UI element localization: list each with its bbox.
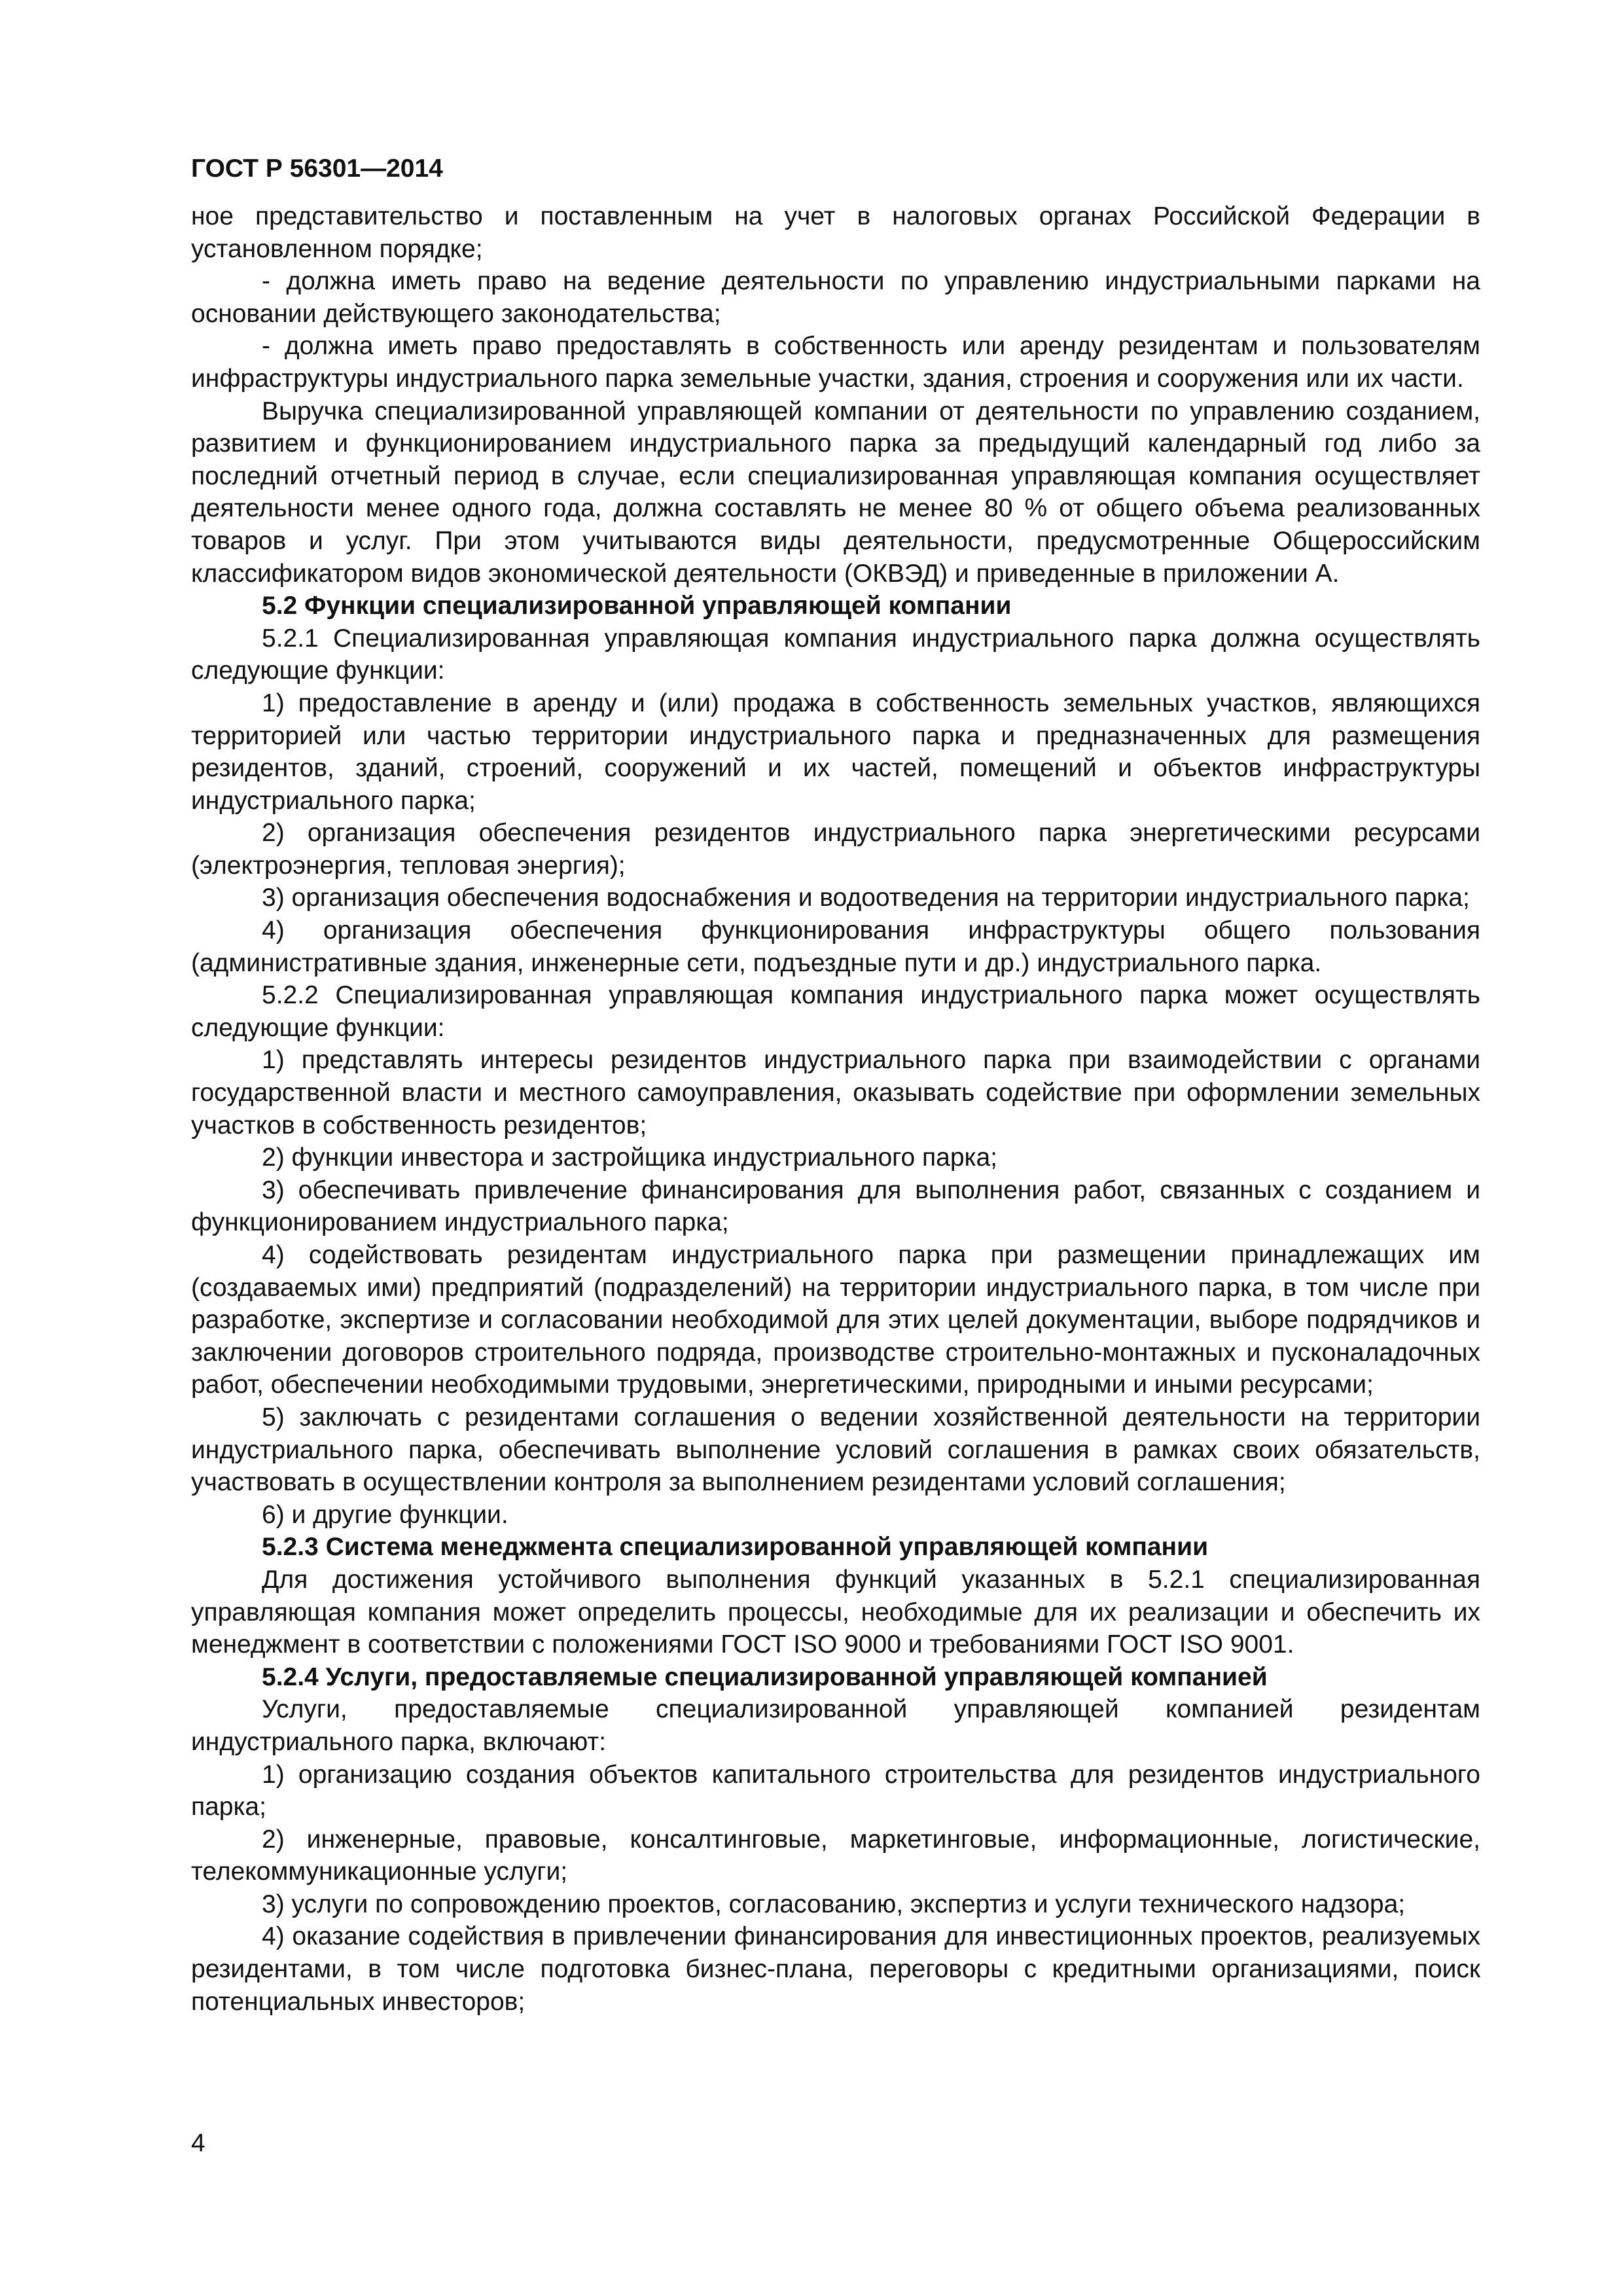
list-item: 2) функции инвестора и застройщика индустриального парка;: [262, 1143, 997, 1172]
list-item: 1) представлять интересы резидентов индустриального парка при взаимодействии с органами государственной власти и местного самоуправления, оказывать содействие при оформлении земельных участков в собственность резидентов;: [191, 1046, 1480, 1139]
list-item: 4) организация обеспечения функционирования инфраструктуры общего пользования (административные здания, инженерные сети, подъездные пути и др.) индустриального парка.: [191, 916, 1480, 977]
list-item: 3) организация обеспечения водоснабжения и водоотведения на территории индустриального парка;: [262, 884, 1470, 912]
paragraph: 5.2.2 Специализированная управляющая компания индустриального парка может осуществлять следующие функции:: [191, 981, 1480, 1042]
list-item: 3) услуги по сопровождению проектов, согласованию, экспертиз и услуги технического надзора;: [262, 1890, 1406, 1918]
list-item: 5) заключать с резидентами соглашения о ведении хозяйственной деятельности на территории индустриального парка, обеспечивать выполнение условий соглашения в рамках своих обязательств, участвовать в осуществлении контроля за выполнением резидентами условий соглашения;: [191, 1403, 1480, 1497]
section-heading-5-2-3: 5.2.3 Система менеджмента специализированной управляющей компании: [262, 1533, 1209, 1562]
page-number: 4: [191, 2129, 205, 2157]
section-heading-5-2: 5.2 Функции специализированной управляющей компании: [262, 592, 1012, 620]
list-item: 2) инженерные, правовые, консалтинговые, маркетинговые, информационные, логистические, телекоммуникационные услуги;: [191, 1825, 1480, 1886]
document-header: ГОСТ Р 56301—2014: [191, 154, 443, 183]
list-item: 1) организацию создания объектов капитального строительства для резидентов индустриального парка;: [191, 1760, 1480, 1821]
list-item: 4) оказание содействия в привлечении финансирования для инвестиционных проектов, реализуемых резидентами, в том числе подготовка бизнес-плана, переговоры с кредитными организациями, поиск потенциальных инвесторов;: [191, 1922, 1480, 2016]
paragraph: Для достижения устойчивого выполнения функций указанных в 5.2.1 специализированная управляющая компания может определить процессы, необходимые для их реализации и обеспечить их менеджмент в соответствии с положениями ГОСТ ISO 9000 и требованиями ГОСТ ISO 9001.: [191, 1565, 1480, 1659]
paragraph-continuation: ное представительство и поставленным на учет в налоговых органах Российской Федерации в установленном порядке;: [191, 202, 1480, 263]
list-item: 4) содействовать резидентам индустриального парка при размещении принадлежащих им (создаваемых ими) предприятий (подразделений) на территории индустриального парка, в том числе при разработке, экспертизе и согласовании необходимой для этих целей документации, выборе подрядчиков и заключении договоров строительного подряда, производстве строительно-монтажных и пусконаладочных работ, обеспечении необходимыми трудовыми, энергетическими, природными и иными ресурсами;: [191, 1241, 1480, 1399]
list-item: 3) обеспечивать привлечение финансирования для выполнения работ, связанных с созданием и функционированием индустриального парка;: [191, 1175, 1480, 1237]
paragraph: - должна иметь право предоставлять в собственность или аренду резидентам и пользователям инфраструктуры индустриального парка земельные участки, здания, строения и сооружения или их части.: [191, 332, 1480, 393]
paragraph: 5.2.1 Специализированная управляющая компания индустриального парка должна осуществлять следующие функции:: [191, 624, 1480, 685]
list-item: 6) и другие функции.: [262, 1500, 508, 1529]
section-heading-5-2-4: 5.2.4 Услуги, предоставляемые специализированной управляющей компанией: [262, 1662, 1268, 1691]
paragraph: Услуги, предоставляемые специализированной управляющей компанией резидентам индустриального парка, включают:: [191, 1695, 1480, 1756]
list-item: 1) предоставление в аренду и (или) продажа в собственность земельных участков, являющихся территорией или частью территории индустриального парка и предназначенных для размещения резидентов, зданий, строений, сооружений и их частей, помещений и объектов инфраструктуры индустриального парка;: [191, 689, 1480, 815]
paragraph: - должна иметь право на ведение деятельности по управлению индустриальными парками на основании действующего законодательства;: [191, 267, 1480, 328]
list-item: 2) организация обеспечения резидентов индустриального парка энергетическими ресурсами (электроэнергия, тепловая энергия);: [191, 819, 1480, 880]
paragraph: Выручка специализированной управляющей компании от деятельности по управлению созданием, развитием и функционированием индустриального парка за предыдущий календарный год либо за последний отчетный период в случае, если специализированная управляющая компания осуществляет деятельности менее одного года, должна составлять не менее 80 % от общего объема реализованных товаров и услуг. При этом учитываются виды деятельности, предусмотренные Общероссийским классификатором видов экономической деятельности (ОКВЭД) и приведенные в приложении А.: [191, 397, 1480, 588]
document-body: [191, 200, 1480, 2018]
